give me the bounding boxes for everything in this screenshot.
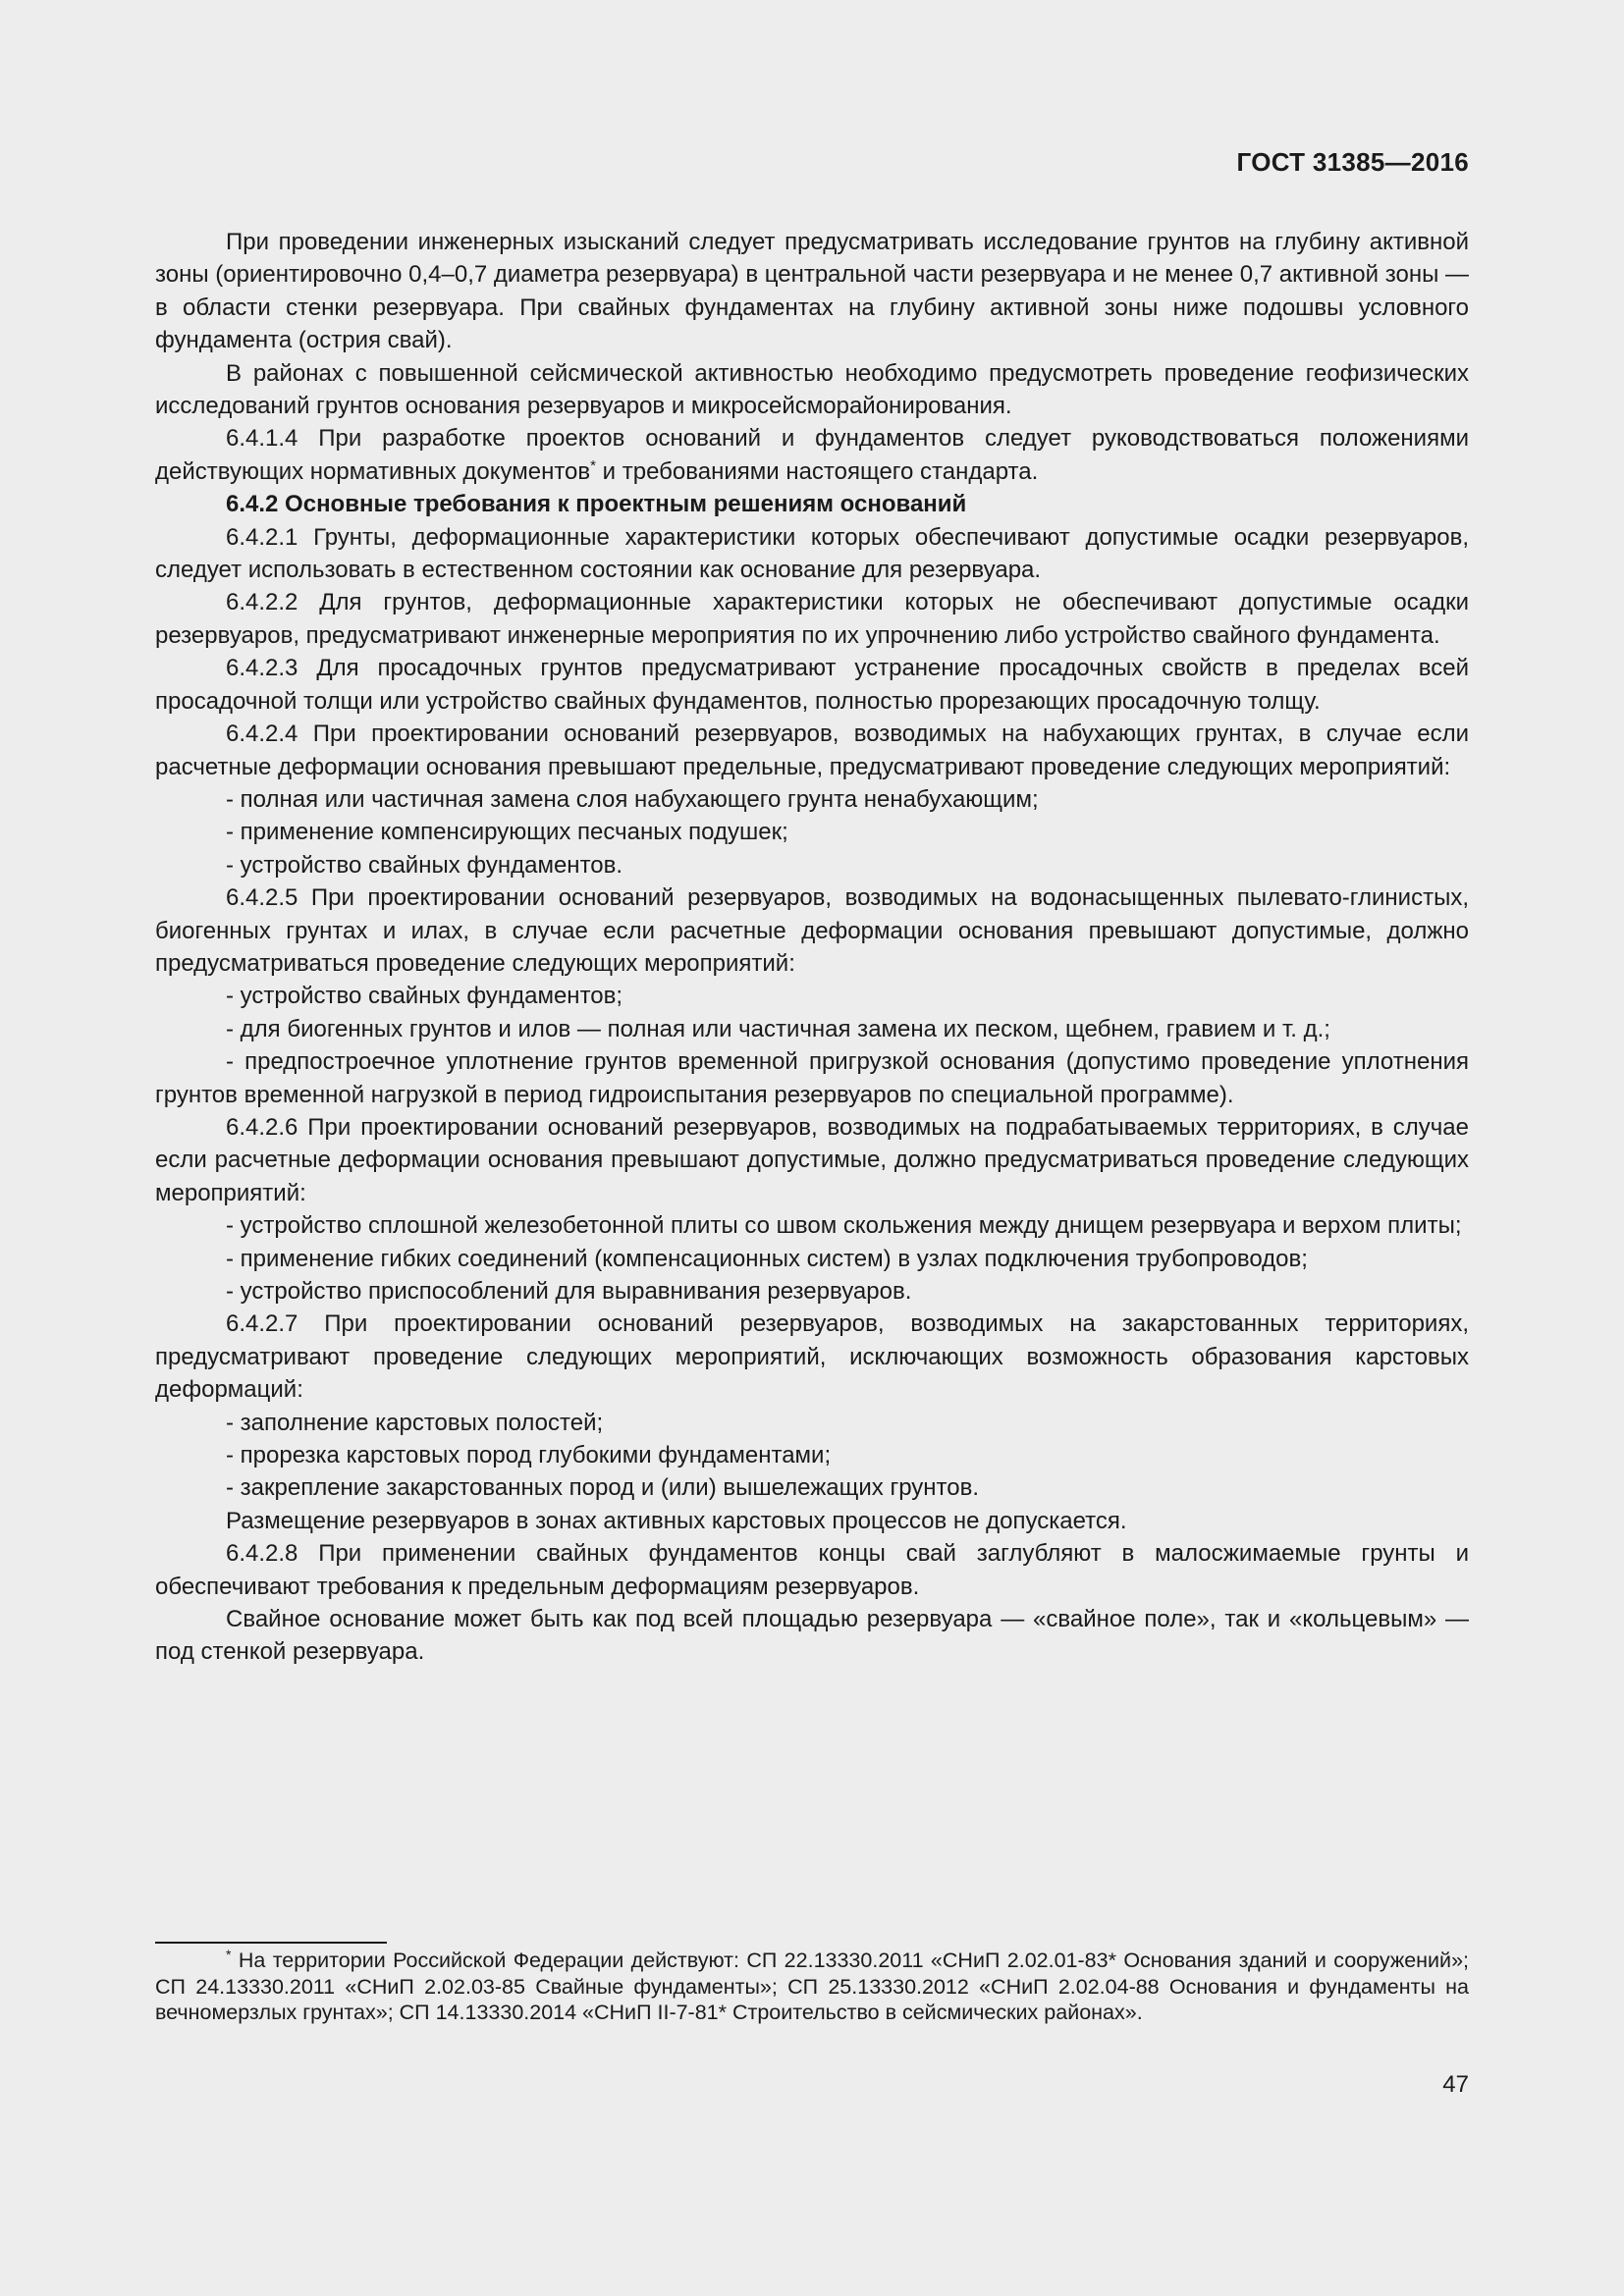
list-item: - для биогенных грунтов и илов — полная или частичная замена их песком, щебнем, гравием и т. д.; [226,1015,1330,1042]
paragraph: Размещение резервуаров в зонах активных карстовых процессов не допускается. [226,1507,1127,1534]
list-item: - предпостроечное уплотнение грунтов временной пригрузкой основания (допустимо проведение уплотнения грунтов временной нагрузкой в период гидроиспытания резервуаров по специальной программе). [155,1048,1469,1108]
paragraph-tail: и требованиями настоящего стандарта. [596,457,1039,485]
footnote-text-block [155,1948,1469,2026]
list-item: - устройство сплошной железобетонной плиты со швом скольжения между днищем резервуара и верхом плиты; [226,1212,1462,1240]
footnote-reference: * [590,456,596,474]
footnote [155,1948,1469,2026]
paragraph: 6.4.2.6 При проектировании оснований резервуаров, возводимых на подрабатываемых территориях, в случае если расчетные деформации основания превышают допустимые, должно предусматриваться проведение следующих мероприятий: [155,1113,1469,1206]
paragraph-text: 6.4.1.4 При разработке проектов оснований и фундаментов следует руководствоваться положениями действующих нормативных документов [155,425,1469,485]
paragraph: В районах с повышенной сейсмической активностью необходимо предусмотреть проведение геофизических исследований грунтов основания резервуаров и микросейсморайонирования. [155,359,1469,420]
list-item: - полная или частичная замена слоя набухающего грунта ненабухающим; [226,785,1039,813]
list-item: - заполнение карстовых полостей; [226,1409,604,1436]
document-code-header: ГОСТ 31385—2016 [1236,147,1469,177]
paragraph: 6.4.2.4 При проектировании оснований резервуаров, возводимых на набухающих грунтах, в случае если расчетные деформации основания превышают предельные, предусматривают проведение следующих мероприятий: [155,721,1469,780]
list-item: - устройство свайных фундаментов. [226,851,623,879]
paragraph: 6.4.2.8 При применении свайных фундаментов концы свай заглубляют в малосжимаемые грунты и обеспечивают требования к предельным деформациям резервуаров. [155,1540,1469,1600]
list-item: - устройство приспособлений для выравнивания резервуаров. [226,1278,912,1305]
section-heading: 6.4.2 Основные требования к проектным решениям оснований [226,491,967,518]
list-item: - устройство свайных фундаментов; [226,983,623,1010]
list-item: - закрепление закарстованных пород и (или) вышележащих грунтов. [226,1474,980,1502]
paragraph: Свайное основание может быть как под всей площадью резервуара — «свайное поле», так и «кольцевым» — под стенкой резервуара. [155,1606,1469,1666]
list-item: - прорезка карстовых пород глубокими фундаментами; [226,1442,832,1469]
paragraph: 6.4.2.1 Грунты, деформационные характеристики которых обеспечивают допустимые осадки резервуаров, следует использовать в естественном состоянии как основание для резервуара. [155,523,1469,584]
document-body [155,226,1469,1669]
paragraph: 6.4.2.7 При проектировании оснований резервуаров, возводимых на закарстованных территориях, предусматривают проведение следующих мероприятий, исключающих возможность образования карстовых деформаций: [155,1310,1469,1404]
list-item: - применение гибких соединений (компенсационных систем) в узлах подключения трубопроводов; [226,1245,1308,1272]
footnote-separator [155,1942,387,1944]
paragraph: 6.4.2.3 Для просадочных грунтов предусматривают устранение просадочных свойств в пределах всей просадочной толщи или устройство свайных фундаментов, полностью прорезающих просадочную толщу. [155,655,1469,715]
page-number: 47 [1442,2071,1469,2098]
paragraph-with-footnote-ref [155,422,1469,488]
footnote-text: На территории Российской Федерации действуют: СП 22.13330.2011 «СНиП 2.02.01-83* Основания зданий и сооружений»; СП 24.13330.2011 «СНиП 2.02.03-85 Свайные фундаменты»; СП 25.13330.2012 «СНиП 2.02.04-88 Основания и фундаменты на вечномерзлых грунтах»; СП 14.13330.2014 «СНиП II-7-81* Строительство в сейсмических районах». [155,1949,1469,2025]
list-item: - применение компенсирующих песчаных подушек; [226,819,788,846]
paragraph: 6.4.2.5 При проектировании оснований резервуаров, возводимых на водонасыщенных пылевато-глинистых, биогенных грунтах и илах, в случае если расчетные деформации основания превышают допустимые, должно предусматриваться проведение следующих мероприятий: [155,884,1469,977]
footnote-marker: * [226,1947,232,1962]
paragraph: При проведении инженерных изысканий следует предусматривать исследование грунтов на глубину активной зоны (ориентировочно 0,4–0,7 диаметра резервуара) в центральной части резервуара и не менее 0,7 активной зоны — в области стенки резервуара. При свайных фундаментах на глубину активной зоны ниже подошвы условного фундамента (острия свай). [155,229,1469,354]
paragraph: 6.4.2.2 Для грунтов, деформационные характеристики которых не обеспечивают допустимые осадки резервуаров, предусматривают инженерные мероприятия по их упрочнению либо устройство свайного фундамента. [155,589,1469,649]
